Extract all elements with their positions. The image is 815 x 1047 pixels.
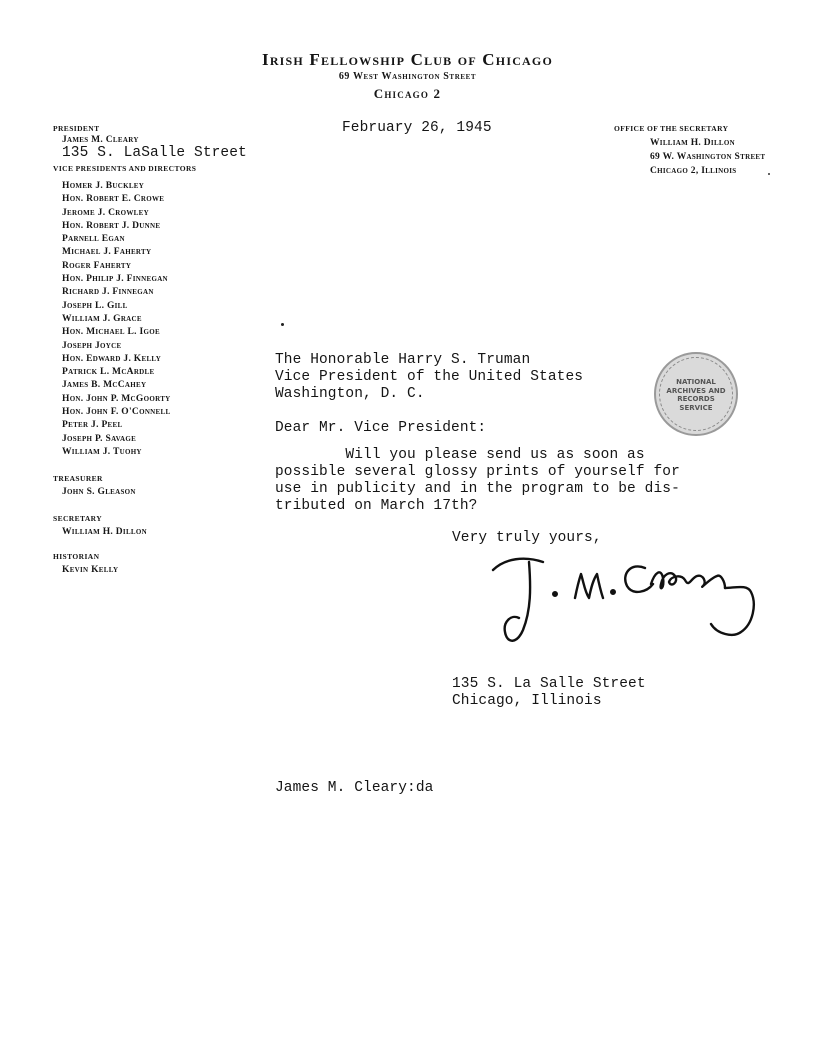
letterhead-city: Chicago 2: [373, 86, 442, 101]
letter-date: February 26, 1945: [342, 120, 492, 136]
sender-address-line: Chicago, Illinois: [452, 693, 602, 709]
director-name: Hon. Robert E. Crowe: [62, 194, 165, 205]
letterhead-club-name: Irish Fellowship Club of Chicago: [262, 50, 553, 69]
secretary-office-heading: OFFICE OF THE SECRETARY: [614, 124, 729, 133]
stamp-line: NATIONAL: [676, 378, 716, 386]
body-line: Will you please send us as soon as: [275, 447, 645, 463]
sender-address-line: 135 S. La Salle Street: [452, 676, 646, 692]
president-heading: PRESIDENT: [53, 124, 100, 133]
director-name: Peter J. Peel: [62, 420, 123, 431]
secretary-office-street: 69 W. Washington Street: [650, 152, 766, 162]
director-name: Richard J. Finnegan: [62, 287, 154, 298]
president-typed-address: 135 S. LaSalle Street: [62, 145, 247, 161]
historian-heading: HISTORIAN: [53, 552, 100, 561]
secretary-office-block: [614, 122, 765, 178]
director-name: Parnell Egan: [62, 234, 125, 245]
archives-stamp: [654, 352, 738, 436]
director-name: Roger Faherty: [62, 260, 132, 271]
president-name: James M. Cleary: [62, 135, 139, 145]
director-name: Hon. Edward J. Kelly: [62, 353, 162, 364]
director-name: William J. Grace: [62, 313, 142, 324]
scan-speck: [768, 173, 770, 175]
stamp-line: SERVICE: [679, 403, 713, 412]
letterhead-address: 69 West Washington Street: [338, 71, 477, 82]
director-name: Jerome J. Crowley: [62, 207, 149, 218]
stamp-line: ARCHIVES AND: [666, 386, 726, 395]
salutation: Dear Mr. Vice President:: [275, 420, 487, 436]
recipient-line: Vice President of the United States: [275, 369, 584, 385]
director-name: Joseph P. Savage: [62, 433, 137, 444]
treasurer-name: John S. Gleason: [62, 487, 136, 497]
scan-speck: [281, 323, 284, 326]
treasurer-heading: TREASURER: [53, 474, 103, 483]
director-name: Joseph L. Gill: [62, 300, 128, 311]
director-name: Joseph Joyce: [62, 340, 122, 351]
director-name: Michael J. Faherty: [62, 247, 152, 258]
stamp-text: [664, 378, 728, 412]
director-name: Hon. Philip J. Finnegan: [62, 274, 168, 285]
closing: Very truly yours,: [452, 530, 602, 546]
recipient-line: Washington, D. C.: [275, 386, 425, 402]
director-name: Hon. Michael L. Igoe: [62, 327, 160, 338]
director-name: Homer J. Buckley: [62, 181, 145, 191]
recipient-line: The Honorable Harry S. Truman: [275, 352, 531, 368]
secretary-name: William H. Dillon: [62, 527, 147, 537]
signature: [485, 548, 765, 658]
secretary-heading: SECRETARY: [53, 514, 103, 523]
secretary-office-city: Chicago 2, Illinois: [650, 166, 737, 176]
director-name: Hon. John P. McGoorty: [62, 393, 171, 404]
secretary-office-name: William H. Dillon: [650, 138, 735, 148]
body-line: use in publicity and in the program to be dis-: [275, 481, 680, 497]
director-name: Patrick L. McArdle: [62, 367, 155, 378]
directors-list: [62, 180, 171, 459]
director-name: Hon. Robert J. Dunne: [62, 220, 161, 231]
director-name: William J. Tuohy: [62, 446, 142, 457]
body-line: tributed on March 17th?: [275, 498, 478, 514]
reference-initials: James M. Cleary:da: [275, 780, 434, 796]
director-name: Hon. John F. O'Connell: [62, 407, 171, 418]
stamp-line: RECORDS: [677, 395, 715, 403]
director-name: James B. McCahey: [62, 380, 147, 391]
body-line: possible several glossy prints of yourself for: [275, 464, 680, 480]
historian-name: Kevin Kelly: [62, 565, 119, 575]
directors-heading: VICE PRESIDENTS AND DIRECTORS: [53, 164, 197, 173]
